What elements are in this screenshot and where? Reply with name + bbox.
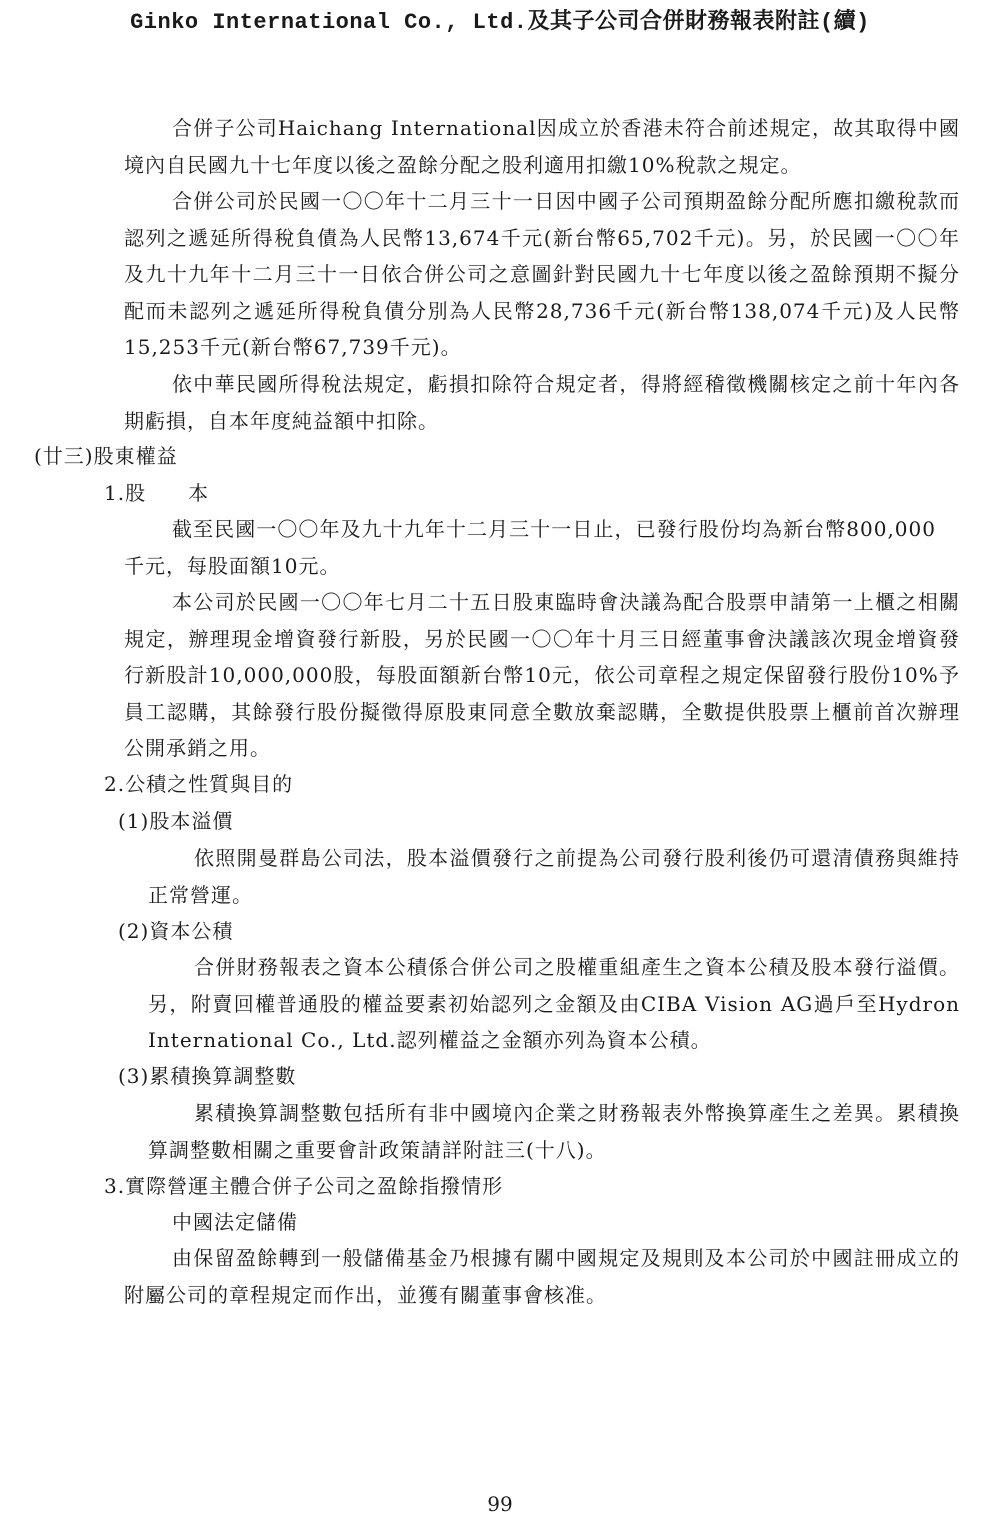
paragraph-translation-adjustment: 累積換算調整數包括所有非中國境內企業之財務報表外幣換算產生之差異。累積換算調整數相關之重要會計政策請詳附註三(十八)。: [148, 1101, 960, 1162]
paragraph-statutory-reserve: 由保留盈餘轉到一般儲備基金乃根據有關中國規定及規則及本公司於中國註冊成立的附屬公司的章程規定而作出，並獲有關董事會核准。: [124, 1246, 960, 1307]
paragraph-share-premium: 依照開曼群島公司法，股本溢價發行之前提為公司發行股利後仍可還清債務與維持正常營運。: [148, 846, 960, 907]
sub-heading-capital-surplus: (2)資本公積: [118, 919, 234, 943]
page-header-title: Ginko International Co., Ltd.及其子公司合併財務報表附註(續): [130, 10, 870, 35]
sub-heading-share-premium: (1)股本溢價: [118, 809, 234, 833]
item-heading-earnings-appropriation: 3.實際營運主體合併子公司之盈餘指撥情形: [104, 1174, 504, 1198]
section-heading-equity: (廿三)股東權益: [34, 444, 178, 468]
paragraph-capital-increase: 本公司於民國一〇〇年七月二十五日股東臨時會決議為配合股票申請第一上櫃之相關規定，辦理現金增資發行新股，另於民國一〇〇年十月三日經董事會決議該次現金增資發行新股計10,000,000股，每股面額新台幣10元，依公司章程之規定保留發行股份10%予員工認購，其餘發行股份擬徵得原股東同意全數放棄認購，全數提供股票上櫃前首次辦理公開承銷之用。: [124, 590, 960, 760]
paragraph-capital-surplus: 合併財務報表之資本公積係合併公司之股權重組產生之資本公積及股本發行溢價。另，附賣回權普通股的權益要素初始認列之金額及由CIBA Vision AG過戶至Hydron International Co., Ltd.認列權益之金額亦列為資本公積。: [148, 955, 960, 1052]
item-heading-capital-stock: 1.股 本: [104, 481, 210, 505]
paragraph-deferred-tax-liability: 合併公司於民國一〇〇年十二月三十一日因中國子公司預期盈餘分配所應扣繳稅款而認列之遞延所得稅負債為人民幣13,674千元(新台幣65,702千元)。另，於民國一〇〇年及九十九年十二月三十一日依合併公司之意圖針對民國九十七年度以後之盈餘預期不擬分配而未認列之遞延所得稅負債分別為人民幣28,736千元(新台幣138,074千元)及人民幣15,253千元(新台幣67,739千元)。: [124, 189, 960, 359]
paragraph-loss-carryforward: 依中華民國所得稅法規定，虧損扣除符合規定者，得將經稽徵機關核定之前十年內各期虧損，自本年度純益額中扣除。: [124, 372, 960, 433]
paragraph-issued-shares: 截至民國一〇〇年及九十九年十二月三十一日止，已發行股份均為新台幣800,000千元，每股面額10元。: [124, 517, 936, 578]
sub-heading-prc-statutory-reserve: 中國法定儲備: [172, 1210, 298, 1234]
paragraph-haichang-withholding: 合併子公司Haichang International因成立於香港未符合前述規定，故其取得中國境內自民國九十七年度以後之盈餘分配之股利適用扣繳10%稅款之規定。: [124, 116, 960, 177]
item-heading-reserves: 2.公積之性質與目的: [104, 772, 294, 796]
sub-heading-translation-adjustment: (3)累積換算調整數: [118, 1064, 297, 1088]
page-number: 99: [487, 1492, 513, 1516]
